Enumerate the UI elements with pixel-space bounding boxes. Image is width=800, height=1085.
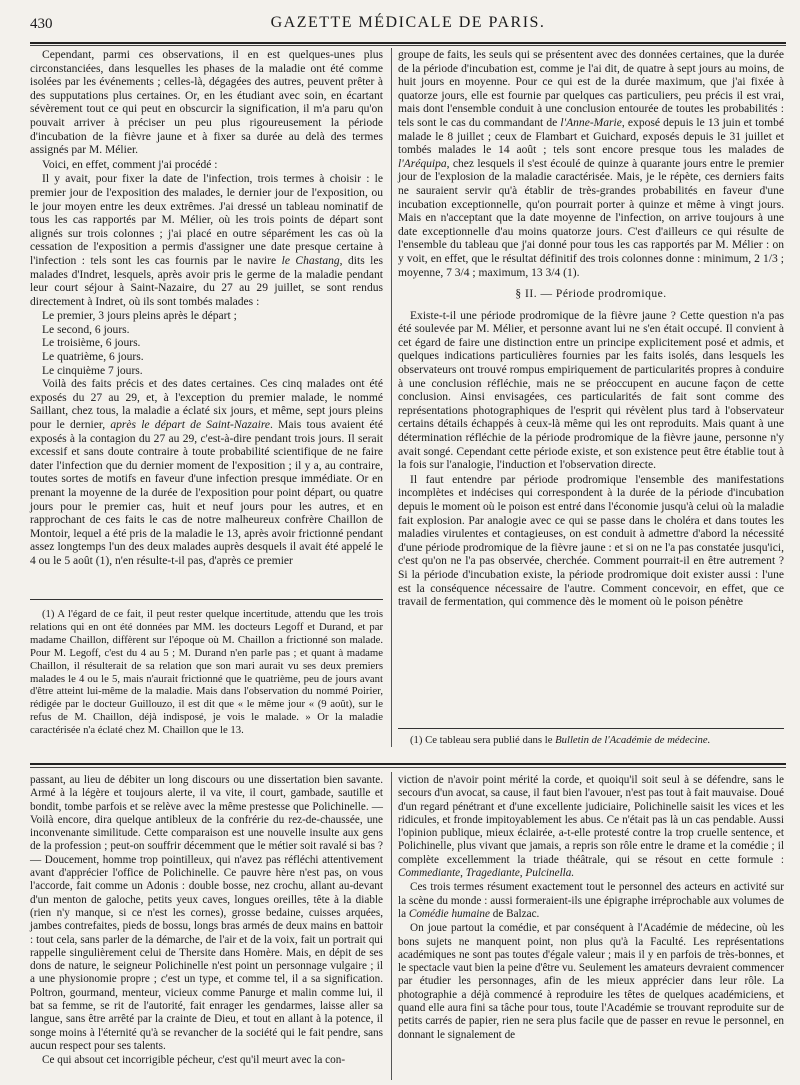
feuilleton-column-left <box>30 774 383 1069</box>
page-number: 430 <box>30 16 53 32</box>
paragraph: viction de n'avoir point mérité la corde, et quoiqu'il soit seul à se défendre, sans le secours d'un avocat, sa cause, il faut bien l'avouer, n'est pas tout à fait mauvaise. Doué d'un regard pénétrant et d'une excellente judiciaire, Polichinelle saisit les vices et les ridicules, et fronde impitoyablement les abus. Ce n'était pas là un cas pendable. Aussi l'opinion publique, mieux éclairée, a-t-elle protesté contre la trop cruelle sentence, et Polichinelle, plus vivant que jamais, a repris son rôle entre le drame et la comédie ; il complète excellemment la triade théâtrale, qui se résout en cette formule : Commediante, Tragediante, Pulcinella. <box>398 774 784 880</box>
paragraph: Voici, en effet, comment j'ai procédé : <box>42 158 218 171</box>
footnote-rule <box>30 599 383 600</box>
feuilleton-separator <box>30 763 786 765</box>
paragraph: Existe-t-il une période prodromique de la fièvre jaune ? Cette question n'a pas été soulevée par M. Mélier, et personne avant lui ne s'en était occupé. Il convient à cet égard de faire une distinction entre un principe explicitement posé et admis, et quelques indications particulières fournies par les faits isolés, dans lesquels les observateurs ont trouvé rompus empiriquement de particularités propres à conduire à une conclusion réfléchie, mais ne se préoccupent en aucune façon de cette conclusion. Ainsi envisagées, ces particularités de fait sont comme des représentations photographiques de l'esprit qui révèlent plus tard à l'observateur certains détails échappés à ceux-là même qui les ont reproduits. Mais quant à une détermination réfléchie de la période prodromique de la fièvre jaune, personne n'y avait songé. Cependant cette période existe, et son existence peut être établie tout à la fois sur l'analogie, l'induction et l'observation directe. <box>398 309 784 472</box>
list-item: Le second, 6 jours. <box>42 323 130 336</box>
footnote-right: (1) Ce tableau sera publié dans le Bulletin de l'Académie de médecine. <box>410 734 711 746</box>
paragraph: Cependant, parmi ces observations, il en est quelques-unes plus circonstanciées, dans lesquelles les phases de la maladie ont été comme isolées par les événements ; celles-là, dégagées des autres, peuvent prêter à des supputations plus certaines. Or, en les étudiant avec soin, en écartant sévèrement tout ce qui peut en obscurcir la signification, il m'a paru qu'on pouvait arriver à préciser un peu plus rigoureusement la période d'incubation de la fièvre jaune et à fixer sa durée au delà des termes assignés par M. Mélier. <box>30 49 383 157</box>
journal-title: GAZETTE MÉDICALE DE PARIS. <box>270 14 546 31</box>
list-item: Le cinquième 7 jours. <box>42 364 143 377</box>
paragraph: Voilà des faits précis et des dates certaines. Ces cinq malades ont été exposés du 27 au 29, et, à l'exception du premier malade, le nommé Saillant, chez tous, la maladie a éclaté six jours, et même, sept jours pleins pour le dernier, après le départ de Saint-Nazaire. Mais tous avaient été exposés à la contagion du 27 au 29, c'est-à-dire pendant trois jours. Il serait excessif et sans doute contraire à toute probabilité scientifique de ne faire dater l'infection que du dernier moment de l'exposition ; il y a, au contraire, toutes sortes de motifs en faveur d'une infection presque immédiate. Or en prenant la moyenne de la durée de l'exposition pour point départ, ou quatre jours pour le premier cas, huit et neuf jours pour les autres, et en rapprochant de ces faits le cas de notre malheureux confrère Chaillon de Montoir, lequel a été pris de la maladie le 13, après avoir frictionné pendant assez longtemps l'un des deux malades auprès desquels il avait été appelé le 4 ou le 5 août (1), n'en résulte-t-il pas, d'après ce premier <box>30 378 383 567</box>
header-rule-thin <box>30 45 786 46</box>
paragraph: On joue partout la comédie, et par conséquent à l'Académie de médecine, où les bons sujets ne manquent point, non plus qu'à la Faculté. Les représentations académiques ne sont pas toutes d'égale valeur ; mais il y en parfois de très-bonnes, et le spectacle vaut bien la peine d'être vu. Seulement les amateurs devraient commencer par étudier les personnages, afin de les mieux apprécier dans leur rôle. La photographie a déjà commencé à reproduire les têtes de quelques académiciens, et quand elle aura fini sa tâche pour tous, toute l'Académie se trouvant reproduite sur de petits carrés de papier, rien ne sera plus facile que de passer en revue le personnel, en donnant le signalement de <box>398 922 784 1041</box>
paragraph: passant, au lieu de débiter un long discours ou une dissertation bien savante. Armé à la légère et toujours alerte, il va vite, il court, gambade, sautille et bondit, tombe parfois et se relève avec la même prestesse que Polichinelle. —Voilà encore, dira quelque antibleux de la confrérie du rez-de-chaussée, une inconvenante similitude. Cette comparaison est une nouvelle insulte aux gens de la profession ; peut-on souffrir décemment que le métier soit ravalé si bas ? — Doucement, homme trop pointilleux, qui n'avez pas réfléchi attentivement avant d'apprécier l'office de Polichinelle. Ce pauvre hère n'est pas, on vous l'accorde, fait comme un Adonis : double bosse, nez crochu, allant au-devant d'un menton de galoche, petits yeux caves, longues oreilles, tête à la diable (rien n'y manque, si ce n'est les cornes), grosse bedaine, cuisses arquées, jambes contrefaites, pieds de bossu, longs bras armés de deux mains en battoir : tout cela, sans parler de la démarche, de l'air et de la voix, fait un portrait qui rappelle singulièrement celui de Thersite dans Homère. Mais, en dépit de ses dons de nature, le seigneur Polichinelle n'est point un personnage vulgaire ; il a une physionomie propre ; c'est un type, et comme tel, il a sa signification. Poltron, gourmand, menteur, vicieux comme Panurge et malin comme lui, il bat sa femme, se rit de l'autorité, fait enrager les gendarmes, laisse aller sa langue, sans être arrêté par la crainte de Dieu, et tout en allant à la potence, il songe moins à l'éternité qu'à se revancher de la société qui le fait pendre, sans aucun respect pour ses talents. <box>30 774 383 1052</box>
paragraph: Ce qui absout cet incorrigible pécheur, c'est qu'il meurt avec la con- <box>42 1054 346 1067</box>
footnote-rule <box>398 728 784 729</box>
page-header <box>30 14 786 36</box>
feuilleton-column-right <box>398 774 784 1043</box>
list-item: Le premier, 3 jours pleins après le départ ; <box>42 310 237 323</box>
list-item: Le quatrième, 6 jours. <box>42 351 144 364</box>
feuilleton-separator-thin <box>30 767 786 768</box>
paragraph: Il y avait, pour fixer la date de l'infection, trois termes à choisir : le premier jour de l'exposition des malades, le dernier jour de l'exposition, ou le jour moyen entre les deux extrêmes. J'ai dressé un tableau nominatif de tous les cas rapportés par M. Mélier, où les trois points de départ sont alignés sur trois colonnes ; j'ai placé en outre séparément les cas où la cessation de l'exposition a permis d'assigner une date presque certaine à l'infection : tels sont les cas fournis par le navire le Chastang, dits les malades d'Indret, lesquels, après avoir pris le germe de la maladie pendant leur court séjour à Saint-Nazaire, du 27 au 29 juillet, se sont rendus directement à Indret, où ils sont tombés malades : <box>30 173 383 308</box>
article-column-left <box>30 49 383 570</box>
header-rule <box>30 42 786 44</box>
article-column-right <box>398 49 784 611</box>
section-heading: § II. — Période prodromique. <box>515 288 667 301</box>
list-item: Le troisième, 6 jours. <box>42 337 141 350</box>
column-divider <box>391 48 392 747</box>
paragraph: Ces trois termes résument exactement tout le personnel des acteurs en activité sur la scène du monde : aussi formeraient-ils une épigraphe irréprochable aux volumes de la Comédie humaine de Balzac. <box>398 881 784 920</box>
column-divider <box>391 772 392 1080</box>
paragraph: Il faut entendre par période prodromique l'ensemble des manifestations incomplètes et indécises qui correspondent à la durée de la période d'incubation depuis le moment où le poison est entré dans l'économie jusqu'à celui où la maladie fait explosion. Par analogie avec ce qui se passe dans le choléra et dans toutes les maladies virulentes et contagieuses, on est conduit à admettre d'abord la nécessité d'une période prodromique de la fièvre jaune : et si on ne l'a pas constatée jusqu'ici, c'est qu'on ne l'a pas observée, cherchée. Comment pourrait-il en être autrement ? Si la période d'incubation existe, la période prodromique doit exister aussi : l'une est la conséquence nécessaire de l'autre. Comment concevoir, en effet, que ce travail de fermentation, qui commence dès le moment où le poison pénètre <box>398 473 784 609</box>
footnote-left: (1) A l'égard de ce fait, il peut rester quelque incertitude, attendu que les trois relations qui en ont été données par MM. les docteurs Legoff et Durand, et par madame Chaillon, diffèrent sur l'époque où M. Chaillon a frictionné son malade. Pour M. Legoff, c'est du 4 au 5 ; M. Durand n'en parle pas ; et quant à madame Chaillon, il résulterait de sa relation que son mari aurait vu ses deux premiers malades le 4 ou le 5, mais n'aurait frictionné que le quatrième, peu de jours avant d'être atteint lui-même de la maladie. Mais dans l'observation du nommé Poirier, rédigée par le docteur Guillouzo, il est dit que « le même jour « (9 août), sur le refus de M. Chaillon, déjà indisposé, je vois le malade. » Or la maladie caractérisée n'a éclaté chez M. Chaillon que le 13. <box>30 608 383 737</box>
paragraph: groupe de faits, les seuls qui se présentent avec des données certaines, que la durée de la période d'incubation est, comme je l'ai dit, de quatre à sept jours au moins, de huit jours en moyenne. Pour ce qui est de la durée maximum, que j'ai fixée à quatorze jours, elle est fournie par quelques cas particuliers, peu précis il est vrai, mais dont l'ensemble conduit à une conclusion entourée de toutes les probabilités : tels sont le cas du commandant de l'Anne-Marie, exposé depuis le 13 juin et tombé malade le 8 juillet ; ceux de Flambart et Guichard, exposés depuis le 31 juillet et tombés malades le 14 août ; tels sont encore presque tous les malades de l'Aréquipa, chez lesquels il s'est écoulé de quinze à quarante jours entre le premier jour de l'explosion de la maladie caractérisée. Mais, je le répète, ces derniers faits ne sauraient servir qu'à établir de très-grandes probabilités en faveur d'une incubation exceptionnelle, qu'on pourrait porter à quinze et même à vingt jours. Mais en n'acceptant que la date moyenne de l'infection, on arrive toujours à une date exceptionnelle d'au moins quatorze jours. C'est d'ailleurs ce qui résulte de l'ensemble du tableau que j'ai donné pour tous les cas rapportés par M. Mélier : on y voit, en effet, que le résultat définitif des trois colonnes donne : minimum, 2 1/3 ; moyenne, 7 3/4 ; maximum, 13 3/4 (1). <box>398 49 784 279</box>
